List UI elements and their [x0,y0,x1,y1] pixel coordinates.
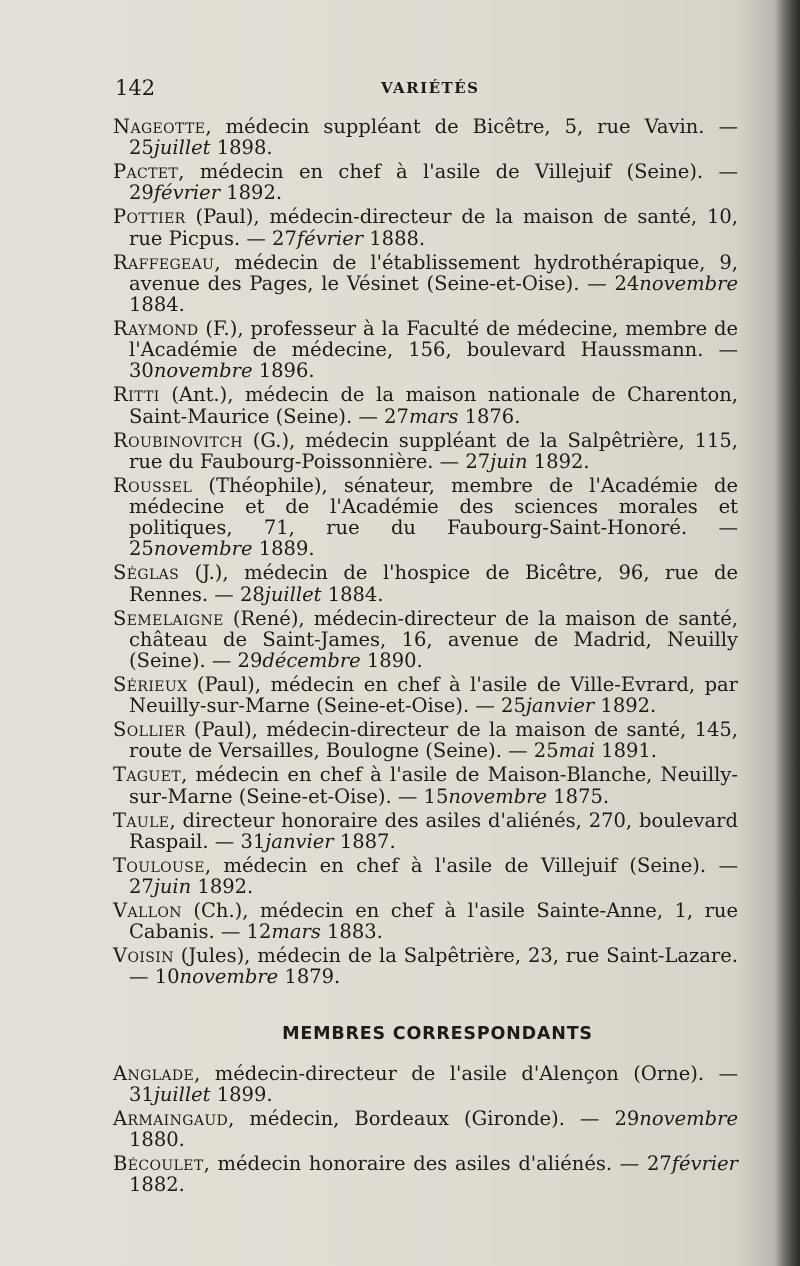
member-details: , médecin de l'établissement hydrothérapique, 9, avenue des Pages, le Vésinet (Seine-et-Oise). — 24 [129,250,738,295]
member-details: , médecin honoraire des asiles d'aliénés. — 27 [203,1152,672,1176]
member-name: Vallon [113,899,182,923]
member-date-month: novembre [639,1107,738,1131]
member-entry [113,562,738,604]
book-spine-shadow [774,0,800,1266]
member-date-month: juillet [264,582,322,606]
member-details: (Ant.), médecin de la maison nationale de Charenton, Saint-Maurice (Seine). — 27 [129,383,738,428]
member-date-year: 1882. [129,1173,185,1197]
member-date-year: 1876. [458,404,521,428]
member-date-month: février [153,181,221,205]
member-entry [113,1108,738,1150]
member-date-year: 1892. [527,449,590,473]
member-date-year: 1898. [210,136,273,160]
member-name: Armaingaud [113,1107,229,1131]
member-details: , médecin suppléant de Bicêtre, 5, rue Vavin. — 25 [129,115,738,160]
member-date-month: février [671,1152,738,1176]
page-number: 142 [115,76,156,100]
member-date-month: mars [408,404,459,428]
member-date-month: décembre [262,649,361,673]
member-name: Roussel [113,473,193,497]
member-name: Bécoulet [113,1152,204,1176]
member-date-year: 1884. [321,582,384,606]
member-name: Sollier [113,718,186,742]
member-name: Ritti [113,383,160,407]
member-details: , médecin en chef à l'asile de Villejuif (Seine). — 27 [129,853,738,899]
member-entry [113,608,738,672]
member-details: (Paul), médecin en chef à l'asile de Ville-Evrard, par Neuilly-sur-Marne (Seine-et-Oise). — 25 [129,673,738,718]
member-entry [113,810,738,852]
member-date-year: 1891. [594,739,657,763]
member-entry [113,855,738,897]
member-date-year: 1896. [252,359,315,383]
member-details: (Ch.), médecin en chef à l'asile Sainte-Anne, 1, rue Cabanis. — 12 [129,899,738,944]
member-date-month: mai [558,739,595,763]
member-entry [113,1153,738,1195]
member-details: , médecin en chef à l'asile de Maison-Blanche, Neuilly-sur-Marne (Seine-et-Oise). — 15 [129,763,738,808]
member-details: (Théophile), sénateur, membre de l'Académie de médecine et de l'Académie des sciences morales et politiques, 71, rue du Faubourg-Saint-Honoré. — 25 [129,473,738,561]
member-date-month: novembre [153,537,253,561]
member-date-month: juin [153,875,192,899]
member-entry [113,206,738,248]
member-entry [113,900,738,942]
member-name: Voisin [113,944,174,968]
member-date-year: 1892. [191,875,254,899]
member-date-month: juin [490,449,528,473]
member-date-month: novembre [639,271,738,295]
member-name: Pactet [113,160,179,184]
member-date-year: 1879. [278,965,341,989]
member-date-month: janvier [525,694,595,718]
member-name: Raffegeau [113,250,215,274]
member-date-month: janvier [265,829,334,853]
member-details: (G.), médecin suppléant de la Salpêtrière, 115, rue du Faubourg-Poissonnière. — 27 [129,428,738,473]
member-entry [113,161,738,203]
member-date-year: 1892. [594,694,657,718]
member-date-year: 1880. [129,1128,185,1152]
member-details: (René), médecin-directeur de la maison de santé, château de Saint-James, 16, avenue de Madrid, Neuilly (Seine). — 29 [129,606,738,673]
member-name: Semelaigne [113,606,224,630]
member-date-year: 1889. [252,537,315,561]
member-entry [113,430,738,472]
member-details: , médecin en chef à l'asile de Villejuif (Seine). — 29 [129,160,738,205]
member-details: , directeur honoraire des asiles d'aliénés, 270, boulevard Raspail. — 31 [129,808,738,853]
running-title: VARIÉTÉS [381,79,480,97]
member-name: Anglade [113,1061,195,1085]
member-details: (F.), professeur à la Faculté de médecine, membre de l'Académie de médecine, 156, boulevard Haussmann. — 30 [129,317,738,383]
member-date-year: 1887. [333,829,396,853]
member-name: Sérieux [113,673,188,697]
member-entry [113,475,738,560]
member-entry [113,1063,738,1105]
member-date-year: 1892. [220,181,283,205]
member-date-month: novembre [448,784,548,808]
member-entry [113,116,738,158]
member-date-year: 1888. [363,226,426,250]
member-entry [113,674,738,716]
member-date-year: 1884. [129,293,185,317]
member-details: (Paul), médecin-directeur de la maison de santé, 145, route de Versailles, Boulogne (Seine). — 25 [129,718,738,763]
member-details: (Jules), médecin de la Salpêtrière, 23, rue Saint-Lazare. — 10 [129,944,738,989]
member-entry [113,318,738,382]
member-date-month: juillet [153,1083,211,1107]
member-date-month: novembre [179,965,279,989]
member-details: , médecin, Bordeaux (Gironde). — 29 [228,1107,640,1131]
member-entry [113,252,738,316]
member-date-month: février [296,226,364,250]
member-entry [113,384,738,426]
member-name: Nageotte [113,115,206,138]
member-details: (J.), médecin de l'hospice de Bicêtre, 96, rue de Rennes. — 28 [129,561,738,606]
member-date-month: juillet [153,136,211,160]
corresponding-members-list [113,1063,738,1196]
member-name: Raymond [113,317,199,341]
member-entry [113,719,738,761]
titular-members-list [113,116,738,988]
member-list [113,116,738,1198]
member-entry [113,945,738,987]
member-date-month: novembre [153,359,253,383]
member-name: Pottier [113,205,186,229]
member-date-year: 1875. [547,784,610,808]
section-heading-correspondants: MEMBRES CORRESPONDANTS [282,1023,593,1044]
member-date-month: mars [271,920,321,944]
member-date-year: 1890. [360,649,423,673]
member-name: Taule [113,808,170,832]
member-details: (Paul), médecin-directeur de la maison de santé, 10, rue Picpus. — 27 [129,205,738,250]
member-details: , médecin-directeur de l'asile d'Alençon (Orne). — 31 [129,1061,738,1107]
member-name: Taguet [113,763,182,787]
member-name: Toulouse [113,853,205,877]
member-name: Séglas [113,561,180,585]
member-date-year: 1883. [320,920,383,944]
running-head [115,76,735,102]
member-name: Roubinovitch [113,428,243,452]
member-date-year: 1899. [210,1083,273,1107]
member-entry [113,764,738,806]
